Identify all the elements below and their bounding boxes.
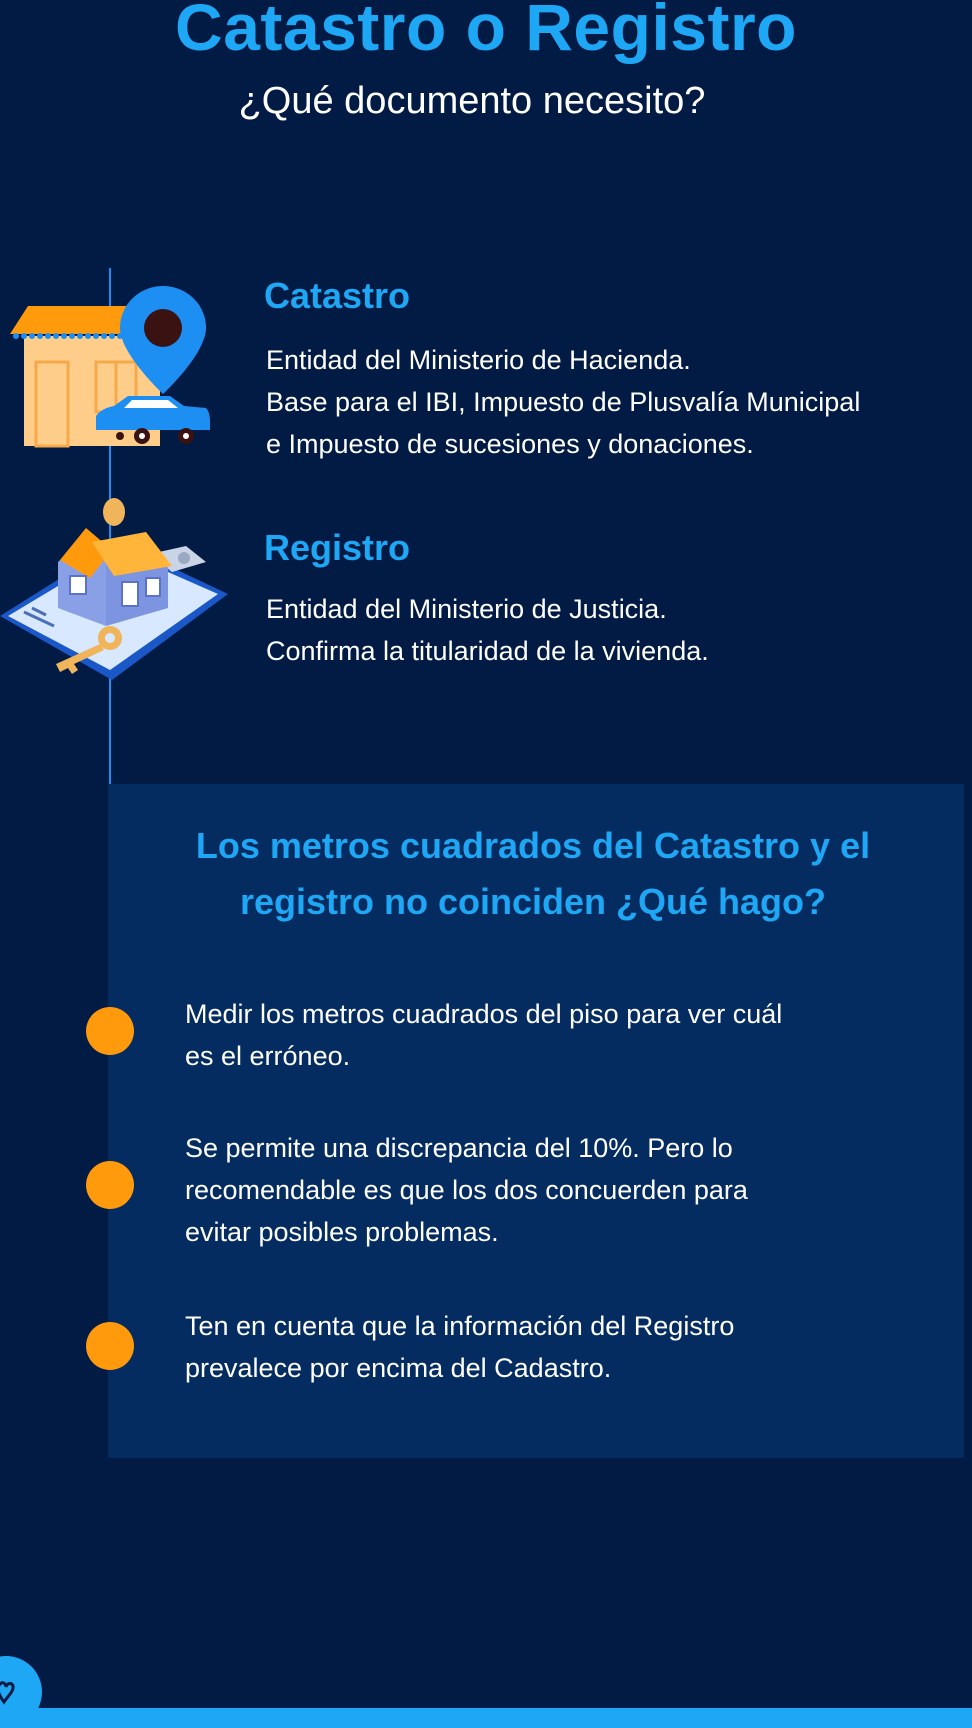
panel-heading: [150, 818, 916, 930]
step-line: Se permite una discrepancia del 10%. Pero lo: [185, 1133, 733, 1163]
house-clipboard-key-icon: [0, 498, 232, 684]
step-2-text: [185, 1127, 905, 1253]
registro-line: Confirma la titularidad de la vivienda.: [266, 636, 709, 666]
footer-bar: [0, 1708, 972, 1728]
page-subtitle: ¿Qué documento necesito?: [238, 80, 706, 122]
catastro-description: [266, 339, 860, 465]
catastro-line: e Impuesto de sucesiones y donaciones.: [266, 429, 754, 459]
panel-heading-line: registro no coinciden ¿Qué hago?: [239, 881, 827, 922]
panel-heading-line: Los metros cuadrados del Catastro y el: [195, 825, 871, 866]
step-1-text: [185, 993, 905, 1077]
step-bullet: [86, 1322, 134, 1370]
page-title: Catastro o Registro: [175, 0, 797, 64]
house-location-pin-car-icon: [10, 284, 210, 450]
step-line: es el erróneo.: [185, 1041, 351, 1071]
step-line: recomendable es que los dos concuerden para: [185, 1175, 748, 1205]
step-3-text: [185, 1305, 905, 1389]
step-line: prevalece por encima del Cadastro.: [185, 1353, 612, 1383]
step-bullet: [86, 1007, 134, 1055]
catastro-heading: Catastro: [264, 275, 411, 316]
catastro-line: Base para el IBI, Impuesto de Plusvalía Municipal: [266, 387, 861, 417]
step-line: Ten en cuenta que la información del Registro: [185, 1311, 735, 1341]
catastro-line: Entidad del Ministerio de Hacienda.: [266, 345, 691, 375]
step-bullet: [86, 1161, 134, 1209]
registro-description: [266, 588, 709, 672]
step-line: Medir los metros cuadrados del piso para ver cuál: [185, 999, 783, 1029]
registro-heading: Registro: [264, 527, 411, 568]
step-line: evitar posibles problemas.: [185, 1217, 499, 1247]
registro-line: Entidad del Ministerio de Justicia.: [266, 594, 667, 624]
